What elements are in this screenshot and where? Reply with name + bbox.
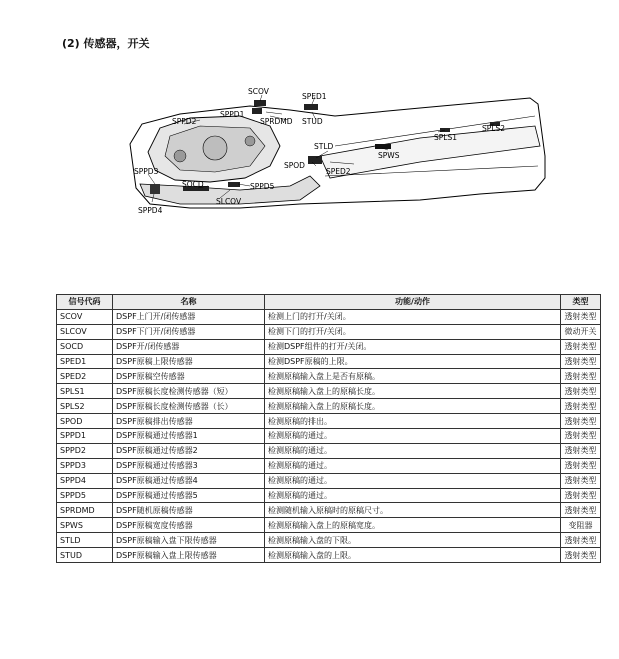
dspf-sensor-diagram (120, 86, 550, 222)
cell-type: 透射类型 (561, 503, 601, 518)
cell-code: SOCD (57, 339, 113, 354)
label-sped1: SPED1 (302, 92, 327, 101)
cell-function: 检测原稿的通过。 (265, 488, 561, 503)
cell-type: 透射类型 (561, 414, 601, 429)
cell-type: 透射类型 (561, 339, 601, 354)
cell-function: 检测原稿的排出。 (265, 414, 561, 429)
table-row (57, 324, 601, 339)
table-row (57, 384, 601, 399)
label-sppd1: SPPD1 (220, 110, 245, 119)
cell-name: DSPF原稿通过传感器5 (113, 488, 265, 503)
cell-code: SPPD2 (57, 443, 113, 458)
sped1-sensor-block (304, 104, 318, 110)
cell-name: DSPF原稿长度检测传感器（长） (113, 399, 265, 414)
cell-type: 透射类型 (561, 443, 601, 458)
cell-function: 检测下门的打开/关闭。 (265, 324, 561, 339)
cell-function: 检测DSPF原稿的上限。 (265, 354, 561, 369)
cell-function: 检测原稿输入盘的下限。 (265, 533, 561, 548)
cell-function: 检测原稿输入盘上的原稿宽度。 (265, 518, 561, 533)
cell-code: SPPD5 (57, 488, 113, 503)
cell-type: 透射类型 (561, 429, 601, 444)
cell-code: SPED2 (57, 369, 113, 384)
spod-sensor-block (308, 156, 322, 164)
cell-name: DSPF开/闭传感器 (113, 339, 265, 354)
label-stud: STUD (302, 117, 323, 126)
cell-function: 检测原稿输入盘的上限。 (265, 548, 561, 563)
header-type: 类型 (561, 295, 601, 310)
cell-type: 透射类型 (561, 354, 601, 369)
cell-type: 透射类型 (561, 533, 601, 548)
table-row (57, 369, 601, 384)
cell-name: DSPF原稿排出传感器 (113, 414, 265, 429)
label-spls1: SPLS1 (434, 133, 457, 142)
table-header-row (57, 295, 601, 310)
sppd5-sensor-block (228, 182, 240, 187)
cell-name: DSPF原稿通过传感器2 (113, 443, 265, 458)
cell-type: 透射类型 (561, 473, 601, 488)
cell-code: SPPD3 (57, 458, 113, 473)
table-row (57, 309, 601, 324)
cell-name: DSPF原稿通过传感器1 (113, 429, 265, 444)
cell-name: DSPF原稿上限传感器 (113, 354, 265, 369)
cell-code: SPRDMD (57, 503, 113, 518)
label-stld: STLD (314, 142, 334, 151)
cell-type: 微动开关 (561, 324, 601, 339)
cell-type: 透射类型 (561, 488, 601, 503)
cell-code: SLCOV (57, 324, 113, 339)
cell-type: 透射类型 (561, 458, 601, 473)
cell-code: STLD (57, 533, 113, 548)
section-title: (2) 传感器，开关 (62, 37, 150, 50)
table-row (57, 503, 601, 518)
label-sped2: SPED2 (326, 167, 351, 176)
cell-code: SPED1 (57, 354, 113, 369)
table-row (57, 548, 601, 563)
cell-name: DSPF原稿空传感器 (113, 369, 265, 384)
table-row (57, 533, 601, 548)
label-sppd5: SPPD5 (250, 182, 275, 191)
label-slcov: SLCOV (216, 197, 242, 206)
cell-function: 检测原稿的通过。 (265, 429, 561, 444)
table-row (57, 339, 601, 354)
label-spod: SPOD (284, 161, 305, 170)
cell-name: DSPF原稿宽度传感器 (113, 518, 265, 533)
cell-function: 检测原稿的通过。 (265, 458, 561, 473)
cell-type: 透射类型 (561, 399, 601, 414)
cell-type: 透射类型 (561, 384, 601, 399)
cell-name: DSPF原稿长度检测传感器（短） (113, 384, 265, 399)
cell-function: 检测随机输入原稿时的原稿尺寸。 (265, 503, 561, 518)
cell-function: 检测原稿的通过。 (265, 443, 561, 458)
cell-code: SPWS (57, 518, 113, 533)
cell-function: 检测原稿输入盘上是否有原稿。 (265, 369, 561, 384)
table-row (57, 414, 601, 429)
label-spls2: SPLS2 (482, 124, 505, 133)
cell-code: STUD (57, 548, 113, 563)
cell-type: 透射类型 (561, 548, 601, 563)
cell-name: DSPF原稿输入盘下限传感器 (113, 533, 265, 548)
table-row (57, 473, 601, 488)
cell-function: 检测原稿输入盘上的原稿长度。 (265, 384, 561, 399)
cell-name: DSPF随机原稿传感器 (113, 503, 265, 518)
table-row (57, 399, 601, 414)
cell-name: DSPF下门开/闭传感器 (113, 324, 265, 339)
sensor-spec-table (56, 294, 601, 563)
table-row (57, 488, 601, 503)
sppd4-sensor-block (150, 184, 160, 194)
label-sprdmd: SPRDMD (260, 117, 293, 126)
label-sppd2: SPPD2 (172, 117, 197, 126)
dspf-drawing (120, 86, 550, 222)
cell-name: DSPF原稿通过传感器4 (113, 473, 265, 488)
header-signal-code: 信号代码 (57, 295, 113, 310)
cell-name: DSPF上门开/闭传感器 (113, 309, 265, 324)
table-row (57, 354, 601, 369)
cell-code: SPLS1 (57, 384, 113, 399)
cell-code: SPOD (57, 414, 113, 429)
cell-type: 透射类型 (561, 309, 601, 324)
cell-function: 检测DSPF组件的打开/关闭。 (265, 339, 561, 354)
label-sppd4: SPPD4 (138, 206, 163, 215)
cell-function: 检测原稿的通过。 (265, 473, 561, 488)
cell-code: SPLS2 (57, 399, 113, 414)
label-sppd3: SPPD3 (134, 167, 159, 176)
sppd1-sensor-block (252, 108, 262, 114)
table-row (57, 429, 601, 444)
header-function: 功能/动作 (265, 295, 561, 310)
header-name: 名称 (113, 295, 265, 310)
cell-code: SPPD1 (57, 429, 113, 444)
cell-type: 透射类型 (561, 369, 601, 384)
cell-function: 检测原稿输入盘上的原稿长度。 (265, 399, 561, 414)
table-row (57, 518, 601, 533)
label-spws: SPWS (378, 151, 400, 160)
document-tray (320, 126, 540, 178)
table-row (57, 458, 601, 473)
label-scov: SCOV (248, 87, 269, 96)
label-socd: SOCD (182, 180, 204, 189)
cell-type: 变阻器 (561, 518, 601, 533)
cell-name: DSPF原稿输入盘上限传感器 (113, 548, 265, 563)
cell-code: SCOV (57, 309, 113, 324)
cell-function: 检测上门的打开/关闭。 (265, 309, 561, 324)
table-row (57, 443, 601, 458)
cell-code: SPPD4 (57, 473, 113, 488)
cell-name: DSPF原稿通过传感器3 (113, 458, 265, 473)
